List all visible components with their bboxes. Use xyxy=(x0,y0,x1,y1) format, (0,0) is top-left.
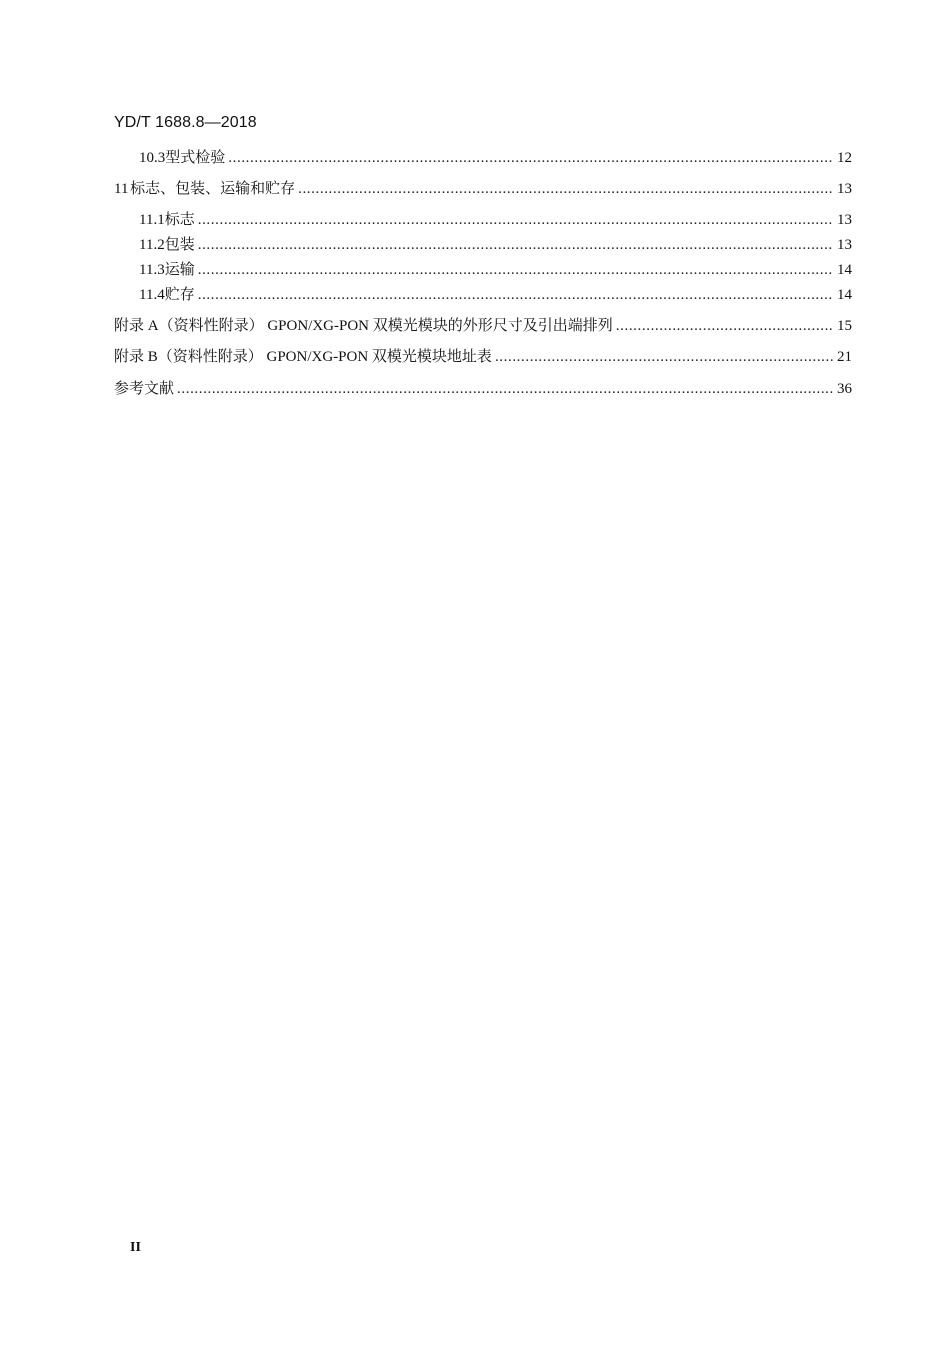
toc-entry-page: 13 xyxy=(837,212,852,228)
toc-entry-11-3[interactable] xyxy=(139,259,852,281)
toc-entry-page: 21 xyxy=(837,349,852,365)
toc-entry-title: 包装 xyxy=(164,237,195,253)
toc-dot-leader xyxy=(198,259,833,281)
toc-entry-page: 14 xyxy=(837,262,852,278)
toc-dot-leader xyxy=(198,209,833,231)
toc-entry-11-1[interactable] xyxy=(139,209,852,231)
toc-dot-leader xyxy=(228,147,833,169)
toc-dot-leader xyxy=(198,284,833,306)
toc-entry-page: 13 xyxy=(837,237,852,253)
toc-entry-appendix-b[interactable] xyxy=(114,346,852,368)
toc-entry-page: 13 xyxy=(837,181,852,197)
toc-dot-leader xyxy=(198,234,833,256)
toc-entry-appendix-a[interactable] xyxy=(114,315,852,337)
toc-entry-page: 12 xyxy=(837,150,852,166)
toc-dot-leader xyxy=(495,346,833,368)
toc-entry-title: 附录 A（资料性附录） GPON/XG-PON 双模光模块的外形尺寸及引出端排列 xyxy=(114,318,613,334)
toc-entry-title: 运输 xyxy=(164,262,195,278)
toc-entry-11-2[interactable] xyxy=(139,234,852,256)
page-number: II xyxy=(130,1240,141,1255)
toc-entry-11-4[interactable] xyxy=(139,284,852,306)
toc-entry-title: 贮存 xyxy=(164,287,195,303)
toc-entry-title: 附录 B（资料性附录） GPON/XG-PON 双模光模块地址表 xyxy=(114,349,492,365)
toc-entry-title: 型式检验 xyxy=(165,150,226,166)
toc-entry-number: 11.1 xyxy=(139,212,165,228)
toc-entry-page: 14 xyxy=(837,287,852,303)
toc-dot-leader xyxy=(298,178,833,200)
toc-entry-number: 11.2 xyxy=(139,237,165,253)
toc-entry-page: 15 xyxy=(837,318,852,334)
toc-entry-references[interactable] xyxy=(114,378,852,400)
toc-entry-11[interactable] xyxy=(114,178,852,200)
toc-entry-number: 10.3 xyxy=(139,150,166,166)
toc-entry-page: 36 xyxy=(837,381,852,397)
toc-entry-title: 标志 xyxy=(164,212,195,228)
toc-entry-10-3[interactable] xyxy=(139,147,852,169)
toc-entry-number: 11 xyxy=(114,181,129,197)
toc-entry-title: 参考文献 xyxy=(114,381,175,397)
toc-dot-leader xyxy=(616,315,833,337)
toc-entry-title: 标志、包装、运输和贮存 xyxy=(130,181,296,197)
toc-entry-number: 11.4 xyxy=(139,287,165,303)
toc-dot-leader xyxy=(177,378,833,400)
toc-entry-number: 11.3 xyxy=(139,262,165,278)
standard-id-header: YD/T 1688.8—2018 xyxy=(114,114,257,131)
